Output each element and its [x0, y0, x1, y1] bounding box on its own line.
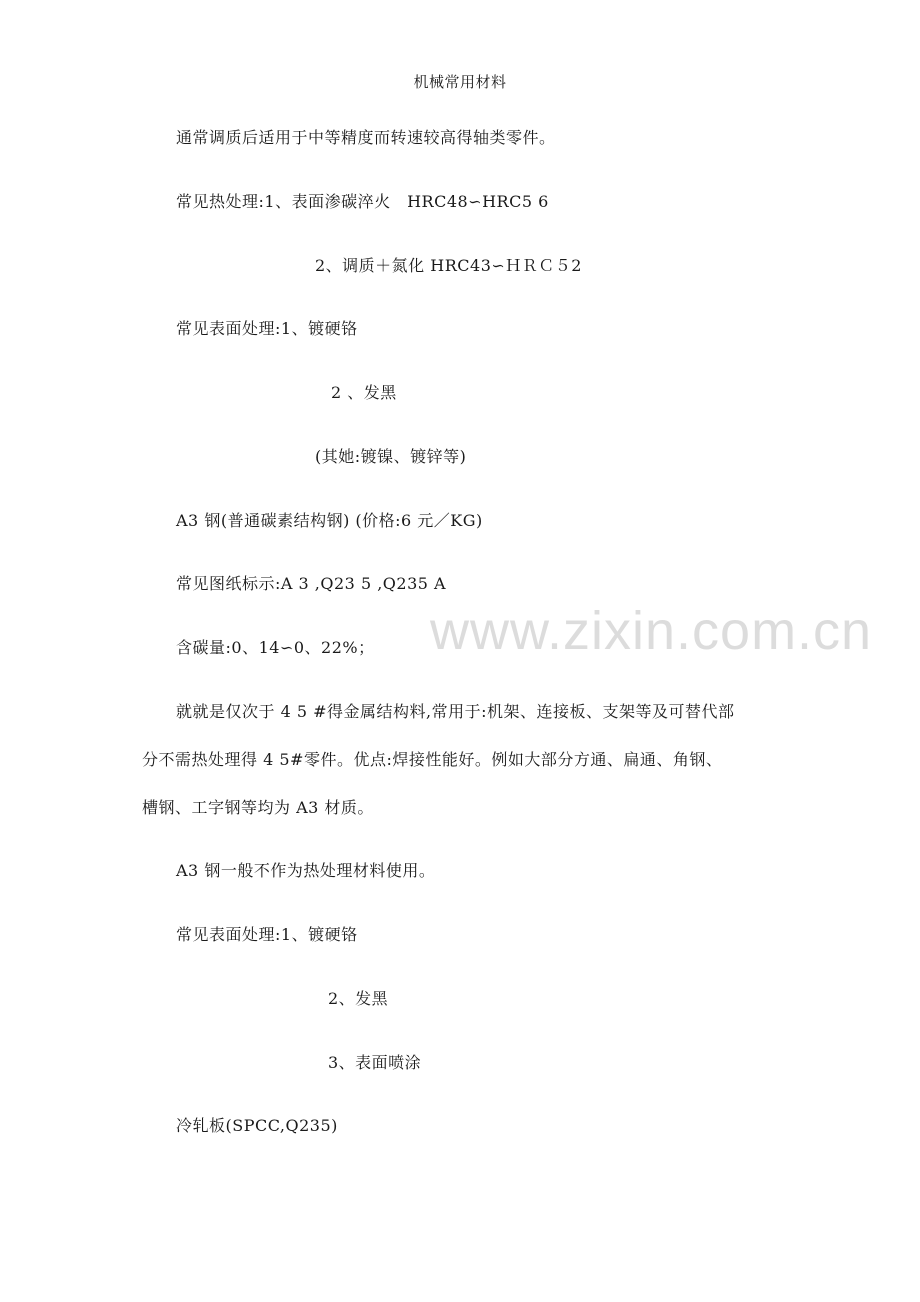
description-line-2: 分不需热处理得 4 5#零件。优点:焊接性能好。例如大部分方通、扁通、角钢、 [142, 750, 723, 769]
watermark: www.zixin.com.cn [430, 601, 873, 661]
surface-treatment-line-4: 2、发黑 [328, 989, 389, 1008]
page-title: 机械常用材料 [413, 73, 507, 91]
paragraph-line: 通常调质后适用于中等精度而转速较高得轴类零件。 [176, 128, 556, 147]
surface-treatment-note: (其她:镀镍、镀锌等) [315, 447, 467, 466]
description-line-1: 就就是仅次于 4 5 #得金属结构料,常用于:机架、连接板、支架等及可替代部 [176, 702, 735, 721]
surface-treatment-line-2: 2 、发黑 [331, 383, 397, 402]
drawing-marking-line: 常见图纸标示:A 3 ,Q23 5 ,Q235 A [176, 574, 447, 593]
a3-heat-treatment-note: A3 钢一般不作为热处理材料使用。 [176, 861, 436, 880]
heat-treatment-line-1: 常见热处理:1、表面渗碳淬火 HRC48∽HRC5 6 [176, 192, 549, 211]
surface-treatment-line-3: 常见表面处理:1、镀硬铬 [176, 925, 358, 944]
description-line-3: 槽钢、工字钢等均为 A3 材质。 [142, 798, 374, 817]
a3-steel-heading: A3 钢(普通碳素结构钢) (价格:6 元／KG) [176, 511, 483, 530]
heat-treatment-line-2: 2、调质＋氮化 HRC43∽ＨＲＣ５2 [315, 256, 582, 275]
cold-rolled-heading: 冷轧板(SPCC,Q235) [176, 1116, 338, 1135]
surface-treatment-line-1: 常见表面处理:1、镀硬铬 [176, 319, 358, 338]
surface-treatment-line-5: 3、表面喷涂 [328, 1053, 422, 1072]
carbon-content-line: 含碳量:0、14∽0、22%； [176, 638, 375, 657]
